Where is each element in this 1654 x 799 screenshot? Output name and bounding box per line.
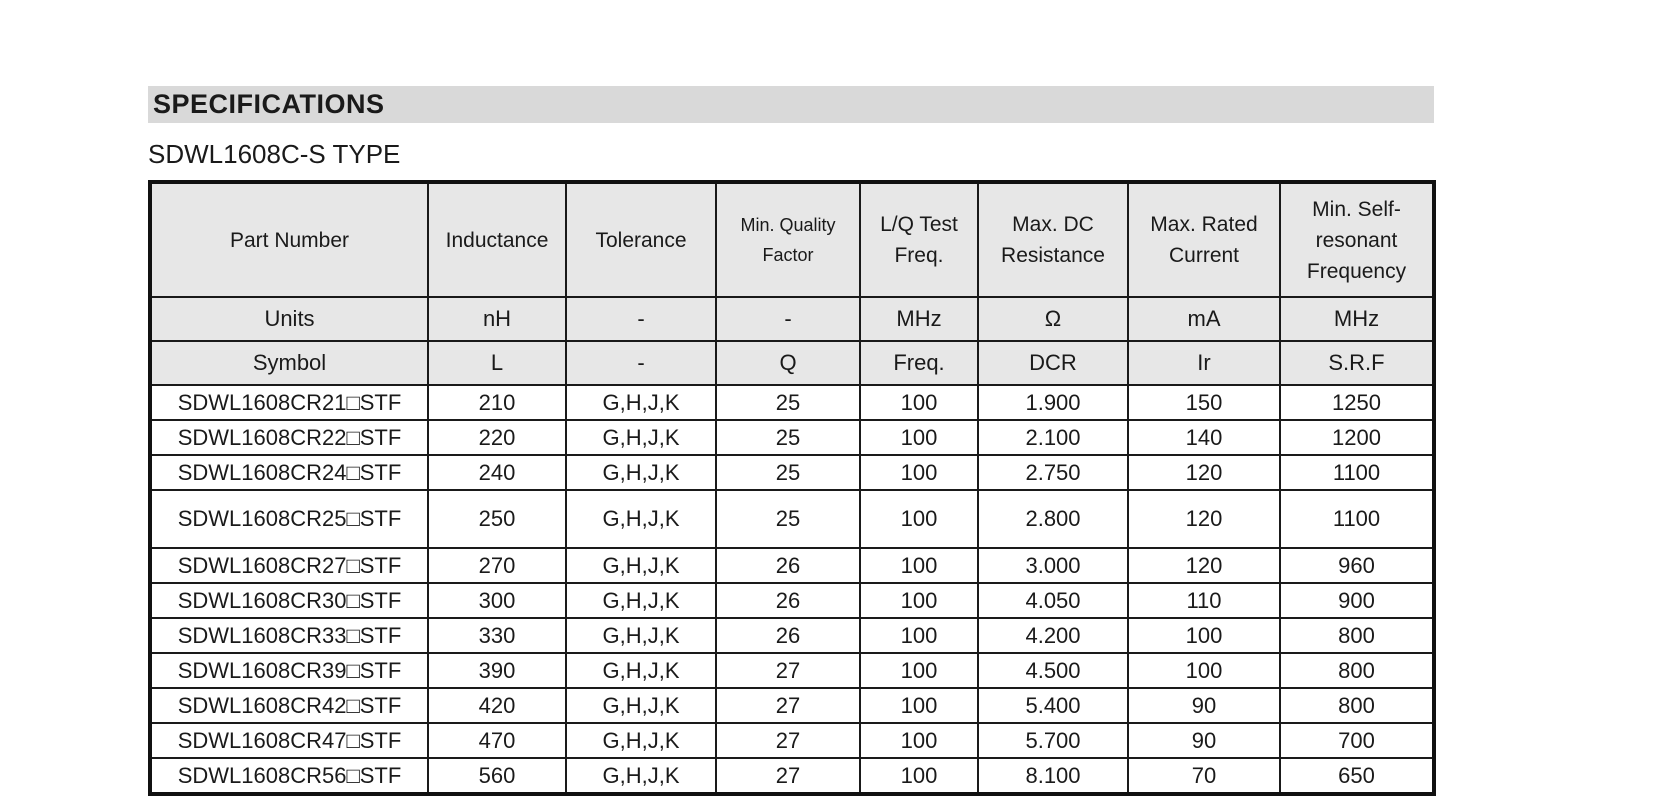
dc-resistance-cell: 1.900 bbox=[978, 385, 1128, 420]
table-row bbox=[150, 583, 1434, 618]
quality-factor-cell: 26 bbox=[716, 583, 860, 618]
test-freq-cell: 100 bbox=[860, 723, 978, 758]
part-number-cell: SDWL1608CR24□STF bbox=[150, 455, 428, 490]
test-freq-cell: 100 bbox=[860, 653, 978, 688]
self-resonant-freq-cell: 800 bbox=[1280, 688, 1434, 723]
test-freq-cell: 100 bbox=[860, 688, 978, 723]
tolerance-cell: G,H,J,K bbox=[566, 490, 716, 548]
rated-current-cell: 120 bbox=[1128, 455, 1280, 490]
inductance-cell: 270 bbox=[428, 548, 566, 583]
symbol-row bbox=[150, 341, 1434, 385]
rated-current-cell: 120 bbox=[1128, 548, 1280, 583]
dc-resistance-cell: 3.000 bbox=[978, 548, 1128, 583]
inductance-cell: 470 bbox=[428, 723, 566, 758]
inductance-cell: 210 bbox=[428, 385, 566, 420]
tolerance-cell: G,H,J,K bbox=[566, 723, 716, 758]
inductance-cell: 220 bbox=[428, 420, 566, 455]
symbol-row-label: Symbol bbox=[150, 341, 428, 385]
symbol-cell: DCR bbox=[978, 341, 1128, 385]
product-type-heading: SDWL1608C-S TYPE bbox=[148, 139, 401, 169]
datasheet-page bbox=[148, 86, 1434, 796]
self-resonant-freq-cell: 960 bbox=[1280, 548, 1434, 583]
test-freq-cell: 100 bbox=[860, 583, 978, 618]
rated-current-cell: 140 bbox=[1128, 420, 1280, 455]
specifications-table bbox=[148, 180, 1436, 796]
test-freq-cell: 100 bbox=[860, 618, 978, 653]
units-cell: mA bbox=[1128, 297, 1280, 341]
dc-resistance-cell: 2.800 bbox=[978, 490, 1128, 548]
units-row-label: Units bbox=[150, 297, 428, 341]
rated-current-cell: 120 bbox=[1128, 490, 1280, 548]
column-header-self-resonant-freq: Min. Self-resonant Frequency bbox=[1280, 182, 1434, 297]
dc-resistance-cell: 4.200 bbox=[978, 618, 1128, 653]
quality-factor-cell: 25 bbox=[716, 420, 860, 455]
quality-factor-cell: 27 bbox=[716, 653, 860, 688]
test-freq-cell: 100 bbox=[860, 420, 978, 455]
table-row bbox=[150, 420, 1434, 455]
dc-resistance-cell: 4.050 bbox=[978, 583, 1128, 618]
rated-current-cell: 90 bbox=[1128, 723, 1280, 758]
tolerance-cell: G,H,J,K bbox=[566, 688, 716, 723]
test-freq-cell: 100 bbox=[860, 455, 978, 490]
self-resonant-freq-cell: 650 bbox=[1280, 758, 1434, 794]
symbol-cell: Ir bbox=[1128, 341, 1280, 385]
self-resonant-freq-cell: 1100 bbox=[1280, 490, 1434, 548]
rated-current-cell: 150 bbox=[1128, 385, 1280, 420]
units-cell: - bbox=[716, 297, 860, 341]
quality-factor-cell: 25 bbox=[716, 385, 860, 420]
inductance-cell: 420 bbox=[428, 688, 566, 723]
inductance-cell: 390 bbox=[428, 653, 566, 688]
symbol-cell: Q bbox=[716, 341, 860, 385]
units-cell: MHz bbox=[1280, 297, 1434, 341]
part-number-cell: SDWL1608CR47□STF bbox=[150, 723, 428, 758]
quality-factor-cell: 25 bbox=[716, 490, 860, 548]
self-resonant-freq-cell: 800 bbox=[1280, 653, 1434, 688]
quality-factor-cell: 27 bbox=[716, 688, 860, 723]
inductance-cell: 300 bbox=[428, 583, 566, 618]
self-resonant-freq-cell: 1200 bbox=[1280, 420, 1434, 455]
section-title-bar bbox=[148, 86, 1434, 123]
spec-table-body bbox=[150, 385, 1434, 794]
column-header-quality-factor: Min. Quality Factor bbox=[716, 182, 860, 297]
symbol-cell: S.R.F bbox=[1280, 341, 1434, 385]
tolerance-cell: G,H,J,K bbox=[566, 653, 716, 688]
units-cell: Ω bbox=[978, 297, 1128, 341]
part-number-cell: SDWL1608CR25□STF bbox=[150, 490, 428, 548]
quality-factor-cell: 27 bbox=[716, 723, 860, 758]
part-number-cell: SDWL1608CR42□STF bbox=[150, 688, 428, 723]
table-row bbox=[150, 490, 1434, 548]
rated-current-cell: 70 bbox=[1128, 758, 1280, 794]
part-number-cell: SDWL1608CR30□STF bbox=[150, 583, 428, 618]
symbol-cell: L bbox=[428, 341, 566, 385]
column-header-test-freq: L/Q Test Freq. bbox=[860, 182, 978, 297]
dc-resistance-cell: 5.400 bbox=[978, 688, 1128, 723]
dc-resistance-cell: 8.100 bbox=[978, 758, 1128, 794]
table-row bbox=[150, 758, 1434, 794]
dc-resistance-cell: 2.750 bbox=[978, 455, 1128, 490]
units-cell: - bbox=[566, 297, 716, 341]
self-resonant-freq-cell: 800 bbox=[1280, 618, 1434, 653]
part-number-cell: SDWL1608CR39□STF bbox=[150, 653, 428, 688]
part-number-cell: SDWL1608CR21□STF bbox=[150, 385, 428, 420]
tolerance-cell: G,H,J,K bbox=[566, 420, 716, 455]
quality-factor-cell: 26 bbox=[716, 548, 860, 583]
column-header-part-number: Part Number bbox=[150, 182, 428, 297]
self-resonant-freq-cell: 1100 bbox=[1280, 455, 1434, 490]
tolerance-cell: G,H,J,K bbox=[566, 548, 716, 583]
section-title: SPECIFICATIONS bbox=[153, 89, 385, 119]
test-freq-cell: 100 bbox=[860, 385, 978, 420]
quality-factor-cell: 26 bbox=[716, 618, 860, 653]
rated-current-cell: 110 bbox=[1128, 583, 1280, 618]
tolerance-cell: G,H,J,K bbox=[566, 618, 716, 653]
table-row bbox=[150, 548, 1434, 583]
column-header-inductance: Inductance bbox=[428, 182, 566, 297]
test-freq-cell: 100 bbox=[860, 758, 978, 794]
rated-current-cell: 100 bbox=[1128, 618, 1280, 653]
inductance-cell: 560 bbox=[428, 758, 566, 794]
test-freq-cell: 100 bbox=[860, 490, 978, 548]
self-resonant-freq-cell: 1250 bbox=[1280, 385, 1434, 420]
column-header-tolerance: Tolerance bbox=[566, 182, 716, 297]
table-header-row bbox=[150, 182, 1434, 297]
table-row bbox=[150, 455, 1434, 490]
part-number-cell: SDWL1608CR27□STF bbox=[150, 548, 428, 583]
tolerance-cell: G,H,J,K bbox=[566, 455, 716, 490]
part-number-cell: SDWL1608CR56□STF bbox=[150, 758, 428, 794]
dc-resistance-cell: 5.700 bbox=[978, 723, 1128, 758]
table-row bbox=[150, 618, 1434, 653]
inductance-cell: 250 bbox=[428, 490, 566, 548]
quality-factor-cell: 27 bbox=[716, 758, 860, 794]
part-number-cell: SDWL1608CR22□STF bbox=[150, 420, 428, 455]
quality-factor-cell: 25 bbox=[716, 455, 860, 490]
column-header-dc-resistance: Max. DC Resistance bbox=[978, 182, 1128, 297]
tolerance-cell: G,H,J,K bbox=[566, 758, 716, 794]
tolerance-cell: G,H,J,K bbox=[566, 583, 716, 618]
rated-current-cell: 90 bbox=[1128, 688, 1280, 723]
symbol-cell: - bbox=[566, 341, 716, 385]
units-cell: nH bbox=[428, 297, 566, 341]
symbol-cell: Freq. bbox=[860, 341, 978, 385]
table-row bbox=[150, 688, 1434, 723]
table-row bbox=[150, 653, 1434, 688]
test-freq-cell: 100 bbox=[860, 548, 978, 583]
rated-current-cell: 100 bbox=[1128, 653, 1280, 688]
units-cell: MHz bbox=[860, 297, 978, 341]
tolerance-cell: G,H,J,K bbox=[566, 385, 716, 420]
self-resonant-freq-cell: 900 bbox=[1280, 583, 1434, 618]
table-row bbox=[150, 385, 1434, 420]
inductance-cell: 240 bbox=[428, 455, 566, 490]
part-number-cell: SDWL1608CR33□STF bbox=[150, 618, 428, 653]
inductance-cell: 330 bbox=[428, 618, 566, 653]
dc-resistance-cell: 2.100 bbox=[978, 420, 1128, 455]
units-row bbox=[150, 297, 1434, 341]
dc-resistance-cell: 4.500 bbox=[978, 653, 1128, 688]
self-resonant-freq-cell: 700 bbox=[1280, 723, 1434, 758]
table-row bbox=[150, 723, 1434, 758]
column-header-rated-current: Max. Rated Current bbox=[1128, 182, 1280, 297]
